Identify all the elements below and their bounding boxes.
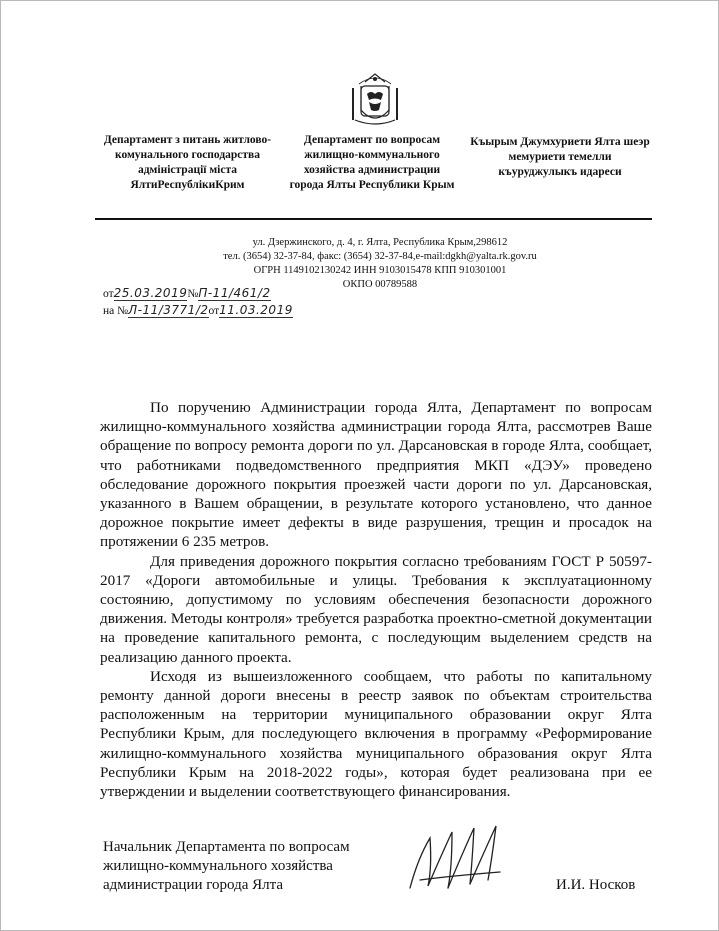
ids-line: ОГРН 1149102130242 ИНН 9103015478 КПП 910301001 — [253, 265, 507, 276]
incoming-number: Л-11/3771/2 — [128, 303, 209, 317]
outgoing-date: 25.03.2019 — [113, 286, 188, 300]
coat-of-arms-emblem — [345, 70, 405, 130]
incoming-from-label: от — [208, 305, 220, 317]
handwritten-signature — [400, 818, 520, 898]
header-crimean-tatar: Къырым Джумхуриети Ялта шеэр мемуриети темелли къуруджулыкъ идареси — [470, 136, 650, 178]
signatory-line-3: администрации города Ялта — [103, 877, 284, 893]
outgoing-number: П-11/461/2 — [198, 286, 271, 300]
signatory-line-2: жилищно-коммунального хозяйства — [103, 858, 333, 874]
header-divider — [95, 218, 652, 220]
number-label: № — [187, 288, 199, 300]
paragraph-3: Исходя из вышеизложенного сообщаем, что работы по капитальному ремонту данной дороги внесены в реестр заявок по объектам строительства расположенным на территории муниципального образовании округ Ялта Республики Крым, для последующего включения в программу «Реформирование жилищно-коммунального хозяйства муниципального образования округ Ялта Республики Крым на 2018-2022 годы», которая будет реализована при ее утверждении и выделении соответствующего финансирования. — [100, 667, 652, 801]
signatory-line-1: Начальник Департамента по вопросам — [103, 839, 350, 855]
to-number-label: на № — [103, 305, 129, 317]
signatory-title — [103, 838, 350, 895]
paragraph-1: По поручению Администрации города Ялта, Департамент по вопросам жилищно-коммунального хозяйства администрации города Ялта, рассмотрев Ваше обращение по вопросу ремонта дороги по ул. Дарсановская в городе Ялта, сообщает, что работниками подведомственного предприятия МКП «ДЭУ» проведено обследование дорожного покрытия проезжей части дороги по ул. Дарсановская, указанного в Вашем обращении, в результате которого установлено, что данное дорожное покрытие имеет дефекты в виде разрушения, трещин и просадок на протяжении 6 235 метров. — [100, 399, 652, 551]
letter-body — [100, 398, 652, 801]
header-russian: Департамент по вопросам жилищно-коммунального хозяйства администрации города Ялты Республики Крым — [289, 134, 455, 191]
phone-line: тел. (3654) 32-37-84, факс: (3654) 32-37-84,e-mail:dgkh@yalta.rk.gov.ru — [223, 251, 537, 262]
signatory-name: И.И. Носков — [556, 877, 636, 893]
incoming-registration — [103, 303, 293, 319]
header-ukrainian: Департамент з питань житлово-комунального господарства адміністрації міста ЯлтиРеспублікиКрим — [103, 134, 272, 191]
incoming-date: 11.03.2019 — [219, 303, 293, 317]
okpo-line: ОКПО 00789588 — [342, 279, 418, 290]
outgoing-registration — [103, 286, 271, 302]
contact-block — [200, 236, 560, 292]
from-label: от — [103, 288, 114, 300]
paragraph-2: Для приведения дорожного покрытия согласно требованиям ГОСТ Р 50597-2017 «Дороги автомобильные и улицы. Требования к эксплуатационному состоянию, допустимому по условиям обеспечения безопасности дорожного движения. Методы контроля» требуется разработка проектно-сметной документации на проведение капитального ремонта, с последующим выделением средств на реализацию данного проекта. — [100, 552, 652, 666]
address-line: ул. Дзержинского, д. 4, г. Ялта, Республика Крым,298612 — [252, 237, 508, 248]
